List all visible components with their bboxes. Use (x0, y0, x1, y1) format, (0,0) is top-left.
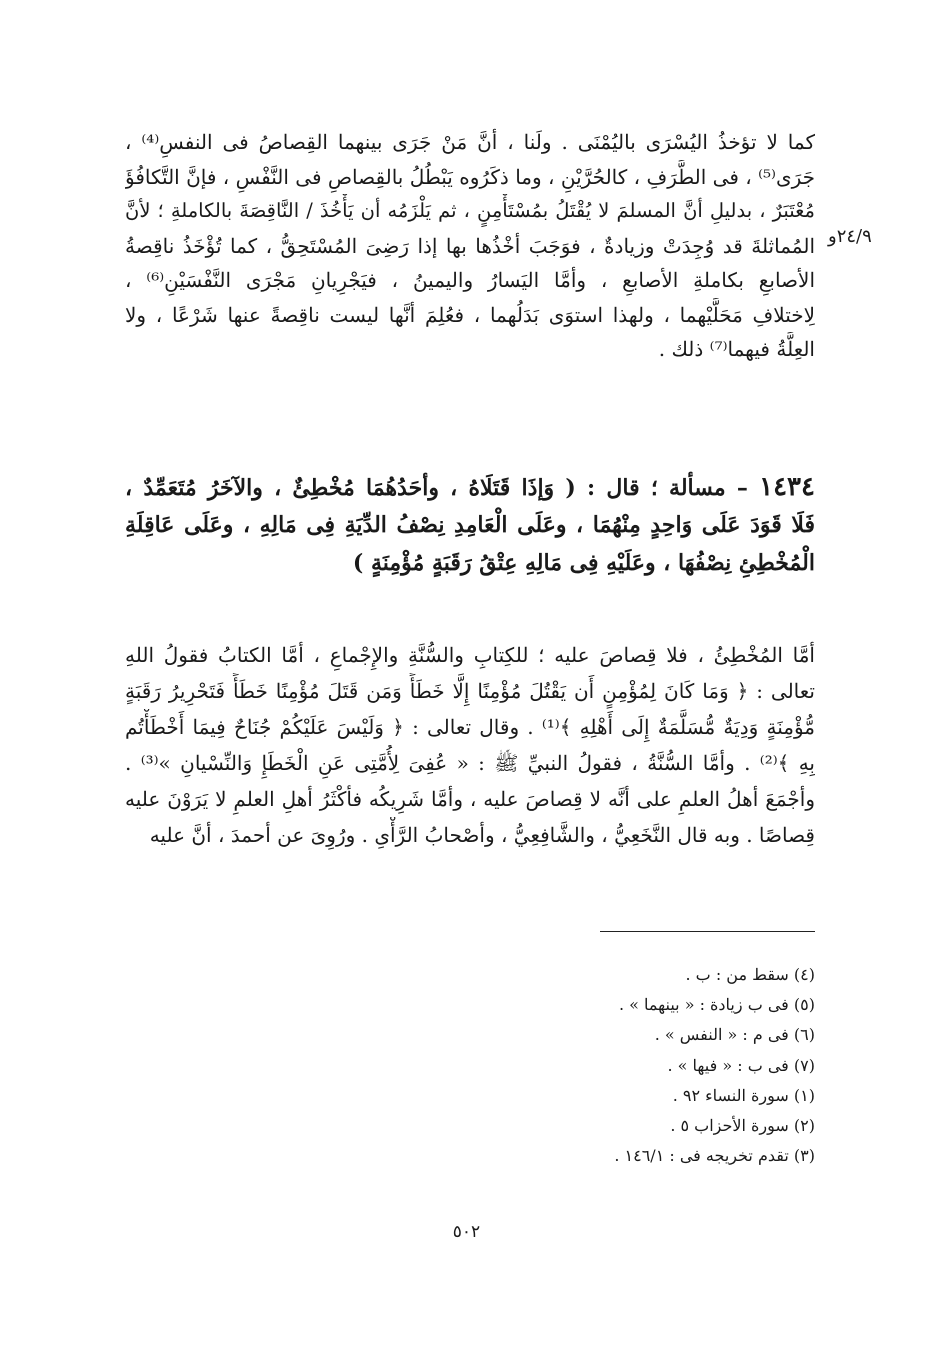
text-line: المُماثلةَ قد وُجِدَتْ وزيادةٌ ، فوَجَبَ أخْذُها بها إذا رَضِىَ المُسْتَحِقُّ ، كما تُؤْخَذُ ناقِصةُ (125, 233, 815, 258)
page-number: ٥٠٢ (452, 1222, 481, 1242)
footnote: (٦) فى م : « النفس » . (654, 1025, 815, 1045)
footnote-divider (600, 931, 815, 932)
masala-heading (125, 468, 815, 582)
footnote: (٣) تقدم تخريجه فى : ١٤٦/١ . (614, 1146, 815, 1166)
footnote: (٢) سورة الأحزاب ٥ . (670, 1115, 815, 1135)
footnote: (٤) سقط من : ب . (685, 965, 815, 984)
text-line: جَرَى⁽⁵⁾ ، فى الطَّرَفِ ، كالحُرَّيْنِ ، وما ذكَرُوه يَبْطُلُ بالقِصاصِ فى النَّفْسِ ، فإنَّ التَّكافُؤَ (125, 164, 815, 189)
paragraph-2 (125, 637, 815, 853)
masala-number: ١٤٣٤ (759, 472, 815, 502)
footnote: (٧) فى ب : « فيها » . (667, 1055, 815, 1075)
masala-line: الْمُخْطِئِ نِصْفُهَا ، وعَلَيْهِ فِى مَالِهِ عِتْقُ رَقَبَةٍ مُؤْمِنَةٍ ) (352, 550, 815, 576)
text-line: قِصاصًا . وبه قال النَّخَعِيُّ ، والشَّافِعِيُّ ، وأصْحابُ الرَّأْىِ . ورُوِىَ عن أحمدَ ، أنَّ عليه (149, 823, 815, 847)
folio-reference: ٢٤/٩و (828, 226, 872, 247)
masala-line: فَلَا قَوَدَ عَلَى وَاحِدٍ مِنْهُمَا ، وعَلَى الْعَامِدِ نِصْفُ الدِّيَةِ فِى مَالِهِ ، وعَلَى عَاقِلَةِ (125, 512, 815, 538)
text-line: مُّؤْمِنَةٍ وَدِيَةٌ مُّسَلَّمَةٌ إِلَى أَهْلِهِ ﴾⁽¹⁾ . وقال تعالى : ﴿ وَلَيْسَ عَلَيْكُمْ جُنَاحٌ فِيمَا أَخْطَأْتُم (125, 715, 815, 739)
paragraph-1 (125, 125, 815, 367)
text-line: تعالى : ﴿ وَمَا كَانَ لِمُؤْمِنٍ أَن يَقْتُلَ مُؤْمِنًا إِلَّا خَطَأً وَمَن قَتَلَ مُؤْمِنًا خَطَأً فَتَحْرِيرُ رَقَبَةٍ (125, 679, 815, 703)
footnotes (415, 960, 815, 1171)
footnote: (١) سورة النساء ٩٢ . (672, 1085, 815, 1105)
text-line: الأصابعِ بكاملةِ الأصابعِ ، وأمَّا اليَسارُ واليمينُ ، فيَجْرِيانِ مَجْرَى النَّفْسَيْنِ⁽⁶⁾ ، (125, 268, 815, 292)
masala-line-text: – مسألة ؛ قال : ( وَإذَا قَتَلَاهُ ، وأحَدُهُمَا مُخْطِئٌ ، والآخَرُ مُتَعَمِّدٌ ، (125, 475, 748, 501)
masala-line (125, 468, 815, 506)
text-line: مُعْتَبَرٌ ، بدليلِ أنَّ المسلمَ لا يُقْتَلُ بمُسْتَأْمِنٍ ، ثم يَلْزَمُه أن يَأْخُذَ / النَّاقِصَةَ بالكاملةِ ؛ لأنَّ (125, 199, 815, 222)
text-line: بِهِ ﴾⁽²⁾ . وأمَّا السُّنَّةُ ، فقولُ النبيِّ ﷺ : « عُفِىَ لِأُمَّتِى عَنِ الْخَطَإِ وَالنِّسْيانِ »⁽³⁾ . (125, 751, 815, 775)
text-line: وأجْمَعَ أهلُ العلمِ على أنَّه لا قِصاصَ عليه ، وأمَّا شَرِيكُه فأكْثَرُ أهلِ العلمِ لا يَرَوْنَ عليه (125, 787, 815, 811)
footnote: (٥) فى ب زيادة : « بينهما » . (618, 995, 815, 1015)
text-line: أمَّا المُخْطِئُ ، فلا قِصاصَ عليه ؛ للكِتابِ والسُّنَّةِ والإِجْماعِ ، أمَّا الكتابُ فقولُ اللهِ (125, 643, 815, 667)
text-line: كما لا تؤخذُ اليُسْرَى باليُمْنَى . ولَنا ، أنَّ مَنْ جَرَى بينهما القِصاصُ فى النفسِ⁽⁴⁾ ، (125, 130, 815, 154)
text-line: لِاختلافِ مَحَلَّيْهما ، ولهذا استوَى بَدَلُهما ، فعُلِمَ أنَّها ليست ناقِصةً عنها شَرْعًا ، ولا (125, 302, 815, 327)
text-line: العِلَّةُ فيهما⁽⁷⁾ ذلك . (658, 337, 815, 361)
